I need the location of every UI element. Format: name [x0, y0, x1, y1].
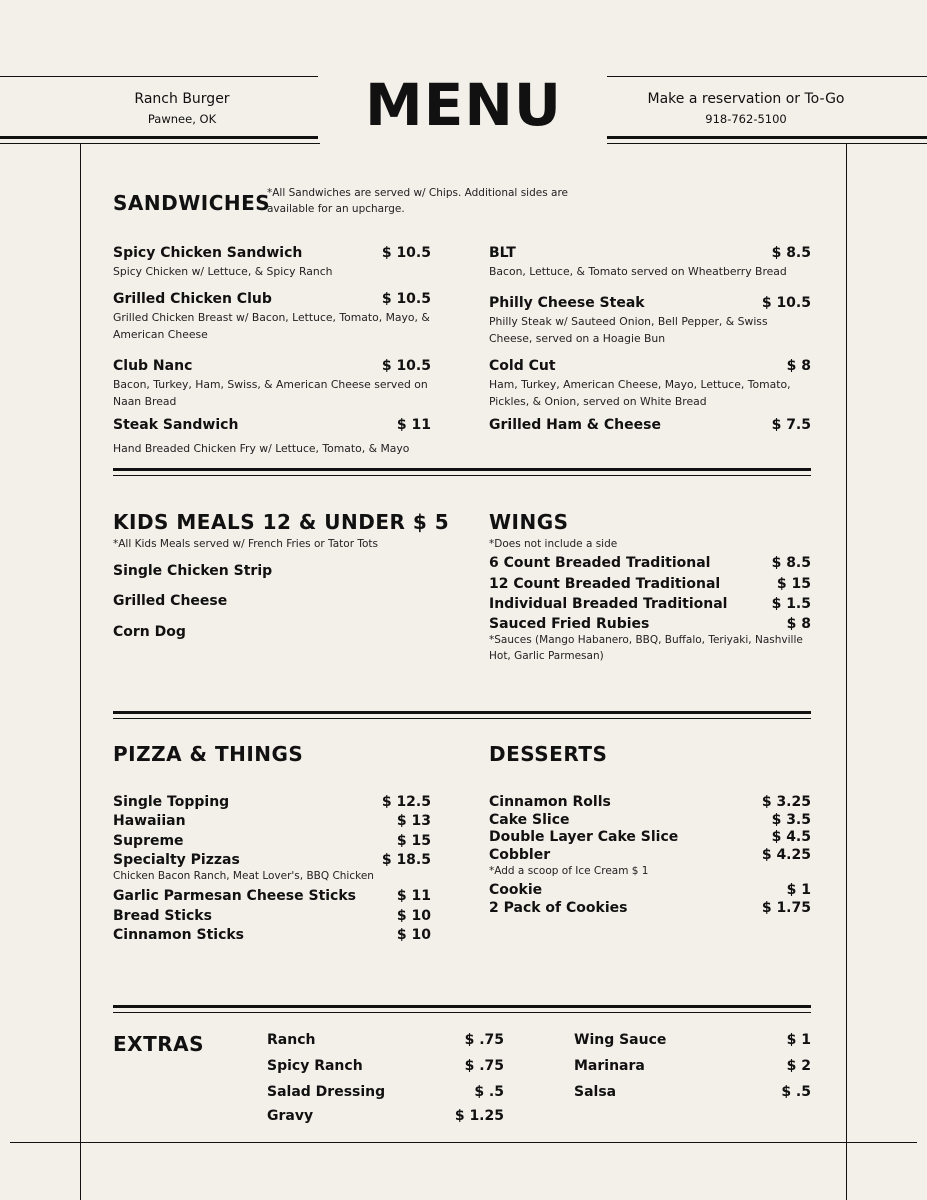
dessert-item: [489, 793, 811, 811]
contact-info: [620, 90, 872, 128]
item-description: Philly Steak w/ Sauteed Onion, Bell Pepper, & Swiss Cheese, served on a Hoagie Bun: [489, 315, 768, 345]
item-name: Grilled Cheese: [113, 593, 228, 609]
item-price: $ 10: [396, 908, 431, 924]
item-name: Cookie: [489, 882, 543, 898]
item-price: $ .75: [464, 1032, 504, 1048]
extras-item: [574, 1031, 811, 1049]
item-name: Double Layer Cake Slice: [489, 829, 679, 845]
frame-bottom-line: [10, 1142, 917, 1143]
extras-item: [267, 1083, 504, 1101]
item-price: $ 2: [786, 1058, 811, 1074]
item-price: $ 1.5: [771, 596, 811, 612]
desserts-title: DESSERTS: [489, 742, 608, 766]
item-name: Club Nanc: [113, 358, 193, 374]
item-name: Cold Cut: [489, 358, 556, 374]
pizza-item: [113, 793, 431, 811]
wings-sauces-note: *Sauces (Mango Habanero, BBQ, Buffalo, Teriyaki, Nashville Hot, Garlic Parmesan): [489, 634, 803, 662]
item-price: $ 7.5: [771, 417, 811, 433]
item-name: Hawaiian: [113, 813, 186, 829]
header-line-right-bottom: [607, 136, 927, 139]
item-price: $ 12.5: [381, 794, 431, 810]
item-price: $ 3.25: [761, 794, 811, 810]
item-name: Spicy Chicken Sandwich: [113, 245, 303, 261]
item-name: Cinnamon Rolls: [489, 794, 611, 810]
item-price: $ 15: [396, 833, 431, 849]
item-name: Bread Sticks: [113, 908, 212, 924]
item-name: Steak Sandwich: [113, 417, 239, 433]
pizza-item: [113, 926, 431, 944]
item-price: $ 4.5: [771, 829, 811, 845]
item-price: $ 3.5: [771, 812, 811, 828]
item-price: $ 8.5: [771, 555, 811, 571]
pizza-item: [113, 832, 431, 850]
specialty-pizza-note: Chicken Bacon Ranch, Meat Lover's, BBQ Chicken: [113, 870, 374, 882]
section-divider-thin: [113, 718, 811, 719]
section-divider: [113, 468, 811, 471]
frame-right-border: [846, 143, 847, 1200]
dessert-item: [489, 899, 811, 917]
item-price: $ .5: [474, 1084, 504, 1100]
extras-item: [267, 1031, 504, 1049]
item-price: $ 11: [396, 417, 431, 433]
item-description: Hand Breaded Chicken Fry w/ Lettuce, Tomato, & Mayo: [113, 442, 410, 455]
wings-item: [489, 595, 811, 613]
item-name: Cobbler: [489, 847, 551, 863]
restaurant-info: [100, 90, 264, 128]
restaurant-name: Ranch Burger: [134, 91, 230, 107]
item-name: Wing Sauce: [574, 1032, 667, 1048]
item-price: $ .75: [464, 1058, 504, 1074]
item-name: Ranch: [267, 1032, 316, 1048]
pizza-title: PIZZA & THINGS: [113, 742, 304, 766]
item-name: Cinnamon Sticks: [113, 927, 245, 943]
item-description: Ham, Turkey, American Cheese, Mayo, Lettuce, Tomato, Pickles, & Onion, served on White Bread: [489, 378, 791, 408]
menu-item: [489, 357, 811, 410]
item-price: $ .5: [781, 1084, 811, 1100]
item-name: Garlic Parmesan Cheese Sticks: [113, 888, 357, 904]
page-title: MENU: [365, 71, 562, 139]
wings-item: [489, 615, 811, 633]
item-price: $ 1.25: [454, 1108, 504, 1124]
reservation-cta: Make a reservation or To-Go: [647, 91, 845, 107]
item-name: Salsa: [574, 1084, 617, 1100]
item-name: Grilled Ham & Cheese: [489, 417, 661, 433]
dessert-item: [489, 846, 811, 864]
header-line-right-top: [607, 76, 927, 77]
section-divider: [113, 1005, 811, 1008]
item-price: $ 8.5: [771, 245, 811, 261]
item-name: Philly Cheese Steak: [489, 295, 645, 311]
header-line-left-top: [0, 76, 318, 77]
item-price: $ 11: [396, 888, 431, 904]
extras-title: EXTRAS: [113, 1032, 205, 1056]
cobbler-note: *Add a scoop of Ice Cream $ 1: [489, 865, 649, 877]
section-divider: [113, 711, 811, 714]
dessert-item: [489, 828, 811, 846]
item-name: Single Topping: [113, 794, 230, 810]
item-price: $ 1: [786, 1032, 811, 1048]
item-name: Cake Slice: [489, 812, 570, 828]
section-divider-thin: [113, 1012, 811, 1013]
kids-item: [113, 592, 431, 610]
item-description: Bacon, Turkey, Ham, Swiss, & American Cheese served on Naan Bread: [113, 378, 428, 408]
item-name: Spicy Ranch: [267, 1058, 363, 1074]
menu-item: [489, 244, 811, 280]
item-price: $ 4.25: [761, 847, 811, 863]
header-line-left-bottom: [0, 136, 318, 139]
wings-note: *Does not include a side: [489, 538, 618, 550]
menu-item: [113, 416, 431, 457]
frame-top-line: [80, 143, 320, 144]
item-price: $ 10.5: [761, 295, 811, 311]
item-name: 6 Count Breaded Traditional: [489, 555, 711, 571]
pizza-item: [113, 907, 431, 925]
item-price: $ 10.5: [381, 245, 431, 261]
restaurant-location: Pawnee, OK: [147, 112, 217, 126]
item-name: 2 Pack of Cookies: [489, 900, 628, 916]
kids-item: [113, 623, 431, 641]
pizza-item: [113, 812, 431, 830]
menu-item: [489, 416, 811, 434]
item-description: Spicy Chicken w/ Lettuce, & Spicy Ranch: [113, 265, 333, 278]
item-description: Bacon, Lettuce, & Tomato served on Wheatberry Bread: [489, 265, 787, 278]
wings-item: [489, 575, 811, 593]
item-name: Single Chicken Strip: [113, 563, 273, 579]
phone-number: 918-762-5100: [705, 112, 787, 126]
extras-item: [574, 1083, 811, 1101]
item-price: $ 1.75: [761, 900, 811, 916]
section-divider-thin: [113, 475, 811, 476]
extras-item: [267, 1057, 504, 1075]
item-name: Individual Breaded Traditional: [489, 596, 728, 612]
dessert-item: [489, 811, 811, 829]
item-name: Specialty Pizzas: [113, 852, 240, 868]
item-price: $ 10.5: [381, 358, 431, 374]
item-price: $ 8: [786, 616, 811, 632]
menu-item: [489, 294, 811, 347]
sandwiches-title: SANDWICHES: [113, 191, 271, 215]
extras-item: [574, 1057, 811, 1075]
menu-item: [113, 357, 431, 410]
sandwiches-note: *All Sandwiches are served w/ Chips. Additional sides are available for an upcharge.: [267, 187, 568, 215]
item-name: Corn Dog: [113, 624, 186, 640]
item-price: $ 10: [396, 927, 431, 943]
item-price: $ 1: [786, 882, 811, 898]
dessert-item: [489, 881, 811, 899]
item-price: $ 15: [776, 576, 811, 592]
frame-left-border: [80, 143, 81, 1200]
item-name: Sauced Fried Rubies: [489, 616, 650, 632]
item-name: 12 Count Breaded Traditional: [489, 576, 721, 592]
kids-meals-note: *All Kids Meals served w/ French Fries or Tator Tots: [113, 538, 378, 550]
extras-item: [267, 1107, 504, 1125]
pizza-item: [113, 851, 431, 869]
header-line-right-bottom-thin: [607, 143, 927, 144]
item-price: $ 13: [396, 813, 431, 829]
wings-item: [489, 554, 811, 572]
item-name: Grilled Chicken Club: [113, 291, 272, 307]
kids-meals-title: KIDS MEALS 12 & UNDER $ 5: [113, 510, 450, 534]
menu-item: [113, 244, 431, 280]
item-name: Salad Dressing: [267, 1084, 386, 1100]
item-price: $ 18.5: [381, 852, 431, 868]
kids-item: [113, 562, 431, 580]
wings-title: WINGS: [489, 510, 569, 534]
item-name: BLT: [489, 245, 516, 261]
item-description: Grilled Chicken Breast w/ Bacon, Lettuce, Tomato, Mayo, & American Cheese: [113, 311, 430, 341]
item-name: Supreme: [113, 833, 184, 849]
item-name: Marinara: [574, 1058, 645, 1074]
item-name: Gravy: [267, 1108, 314, 1124]
item-price: $ 10.5: [381, 291, 431, 307]
pizza-item: [113, 887, 431, 905]
menu-item: [113, 290, 431, 343]
item-price: $ 8: [786, 358, 811, 374]
